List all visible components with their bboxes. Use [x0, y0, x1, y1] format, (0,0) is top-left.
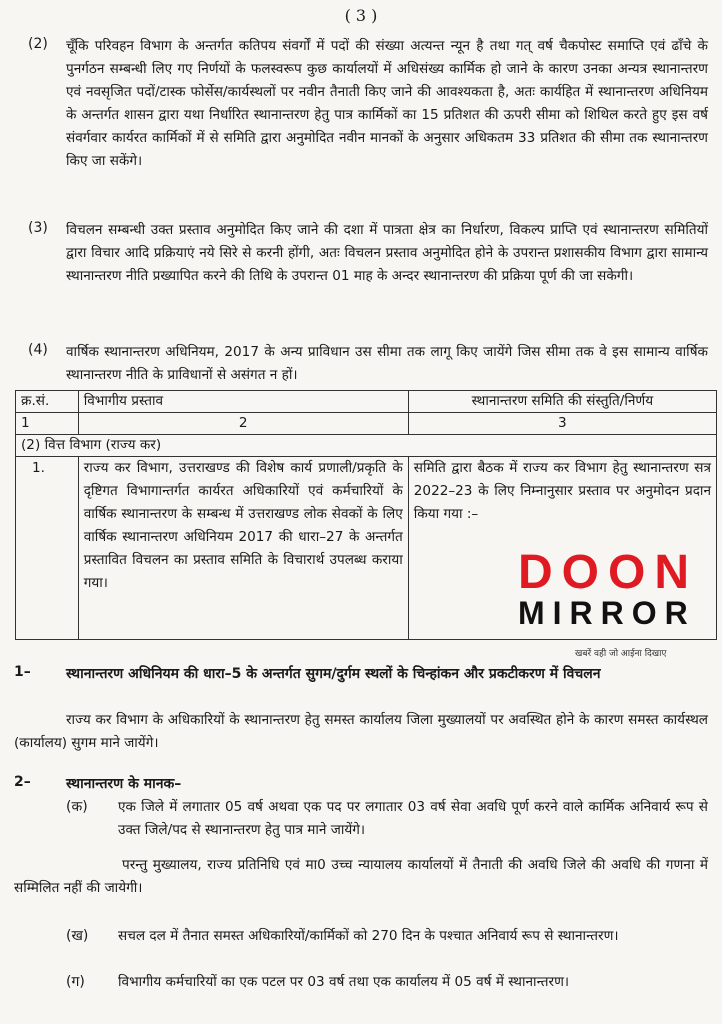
header-decision: स्थानान्तरण समिति की संस्तुति/निर्णय	[408, 391, 716, 413]
item-kha-label: (ख)	[66, 928, 89, 944]
section-2-number: 2–	[14, 774, 31, 790]
row-decision: समिति द्वारा बैठक में राज्य कर विभाग हेतु स्थानान्तरण सत्र 2022–23 के लिए निम्नानुसार प्रस्ताव पर अनुमोदन प्रदान किया गया :–	[408, 457, 716, 640]
section-1-heading: स्थानान्तरण अधिनियम की धारा–5 के अन्तर्गत सुगम/दुर्गम स्थलों के चिन्हांकन और प्रकटीकरण में विचलन	[66, 666, 601, 682]
item-ka-text: एक जिले में लगातार 05 वर्ष अथवा एक पद पर लगातार 03 वर्ष सेवा अवधि पूर्ण करने वाले कार्मिक अनिवार्य रूप से उक्त जिले/पद से स्थानान्तरण हेतु पात्र माने जायेंगे।	[118, 799, 708, 838]
index-cell: 1	[16, 413, 79, 435]
watermark-logo-doon: DOON	[518, 546, 698, 599]
row-proposal: राज्य कर विभाग, उत्तराखण्ड की विशेष कार्य प्रणाली/प्रकृति के दृष्टिगत विभागान्तर्गत कार्यरत अधिकारियों एवं कर्मचारियों के वार्षिक स्थानान्तरण के सम्बन्ध में उत्तराखण्ड लोक सेवकों के लिए वार्षिक स्थानान्तरण अधिनियम 2017 की धारा–27 के अन्तर्गत प्रस्तावित विचलन का प्रस्ताव समिति के विचारार्थ उपलब्ध कराया गया।	[78, 457, 408, 640]
item-kha-text: सचल दल में तैनात समस्त अधिकारियों/कार्मिकों को 270 दिन के पश्चात अनिवार्य रूप से स्थानान्तरण।	[118, 928, 619, 944]
header-serial: क्र.सं.	[16, 391, 79, 413]
header-proposal: विभागीय प्रस्ताव	[78, 391, 408, 413]
proviso-text: परन्तु मुख्यालय, राज्य प्रतिनिधि एवं मा0 उच्च न्यायालय कार्यालयों में तैनाती की अवधि जिले की अवधि की गणना में सम्मिलित नहीं की जायेगी।	[14, 857, 708, 896]
section-label: (2) वित्त विभाग (राज्य कर)	[16, 435, 717, 457]
table-header-row	[16, 391, 717, 413]
paragraph-4-number: (4)	[28, 342, 48, 358]
row-serial: 1.	[16, 457, 79, 640]
table-index-row	[16, 413, 717, 435]
item-ga-text: विभागीय कर्मचारियों का एक पटल पर 03 वर्ष तथा एक कार्यालय में 05 वर्ष में स्थानान्तरण।	[118, 974, 570, 990]
item-ka-label: (क)	[66, 799, 88, 815]
index-cell: 2	[78, 413, 408, 435]
paragraph-3-number: (3)	[28, 220, 48, 236]
table-section-row	[16, 435, 717, 457]
section-1-number: 1–	[14, 664, 31, 680]
paragraph-2-number: (2)	[28, 36, 48, 52]
item-ga-label: (ग)	[66, 974, 85, 990]
paragraph-4-text: वार्षिक स्थानान्तरण अधिनियम, 2017 के अन्य प्राविधान उस सीमा तक लागू किए जायेंगे जिस सीमा तक वे इस सामान्य वार्षिक स्थानान्तरण नीति के प्राविधानों से असंगत न हों।	[66, 344, 708, 383]
index-cell: 3	[408, 413, 716, 435]
paragraph-2-text: चूँकि परिवहन विभाग के अन्तर्गत कतिपय संवर्गों में पदों की संख्या अत्यन्त न्यून है तथा गत् वर्ष चैकपोस्ट समाप्ति एवं ढाँचे के पुनर्गठन सम्बन्धी लिए गए निर्णयों के फलस्वरूप कुछ कार्यालयों में अधिसंख्य कार्मिक हो जाने के कारण उनका अन्यत्र स्थानान्तरण एवं नवसृजित पदों/टास्क फोर्सेस/कार्यस्थलों पर नवीन तैनाती किए जाने की आवश्यकता है, अतः कार्यहित में स्थानान्तरण अधिनियम के अन्तर्गत शासन द्वारा यथा निर्धारित स्थानान्तरण हेतु पात्र कार्मिकों का 15 प्रतिशत की ऊपरी सीमा को शिथिल करते हुए इस वर्ष संवर्गवार कार्यरत कार्मिकों में से समिति द्वारा अनुमोदित नवीन मानकों के अनुसार अधिकतम 33 प्रतिशत की सीमा तक स्थानान्तरण किए जा सकेंगे।	[66, 38, 708, 169]
watermark-tagline: खबरें वही जो आईना दिखाए	[575, 649, 667, 659]
section-2-heading: स्थानान्तरण के मानक–	[66, 776, 182, 792]
section-1-text: राज्य कर विभाग के अधिकारियों के स्थानान्तरण हेतु समस्त कार्यालय जिला मुख्यालयों पर अवस्थित होने के कारण समस्त कार्यस्थल (कार्यालय) सुगम माने जायेंगे।	[14, 712, 708, 751]
watermark-logo-mirror: MIRROR	[518, 595, 696, 631]
paragraph-3-text: विचलन सम्बन्धी उक्त प्रस्ताव अनुमोदित किए जाने की दशा में पात्रता क्षेत्र का निर्धारण, विकल्प प्राप्ति एवं स्थानान्तरण समितियों द्वारा विचार आदि प्रक्रियाएं नये सिरे से करनी होंगी, अतः विचलन प्रस्ताव अनुमोदित होने के उपरान्त प्रशासकीय विभाग द्वारा सामान्य स्थानान्तरण नीति प्रख्यापित करने की तिथि के उपरान्त 01 माह के अन्दर स्थानान्तरण की प्रक्रिया पूर्ण की जा सकेगी।	[66, 222, 708, 284]
page-number: ( 3 )	[344, 6, 378, 25]
